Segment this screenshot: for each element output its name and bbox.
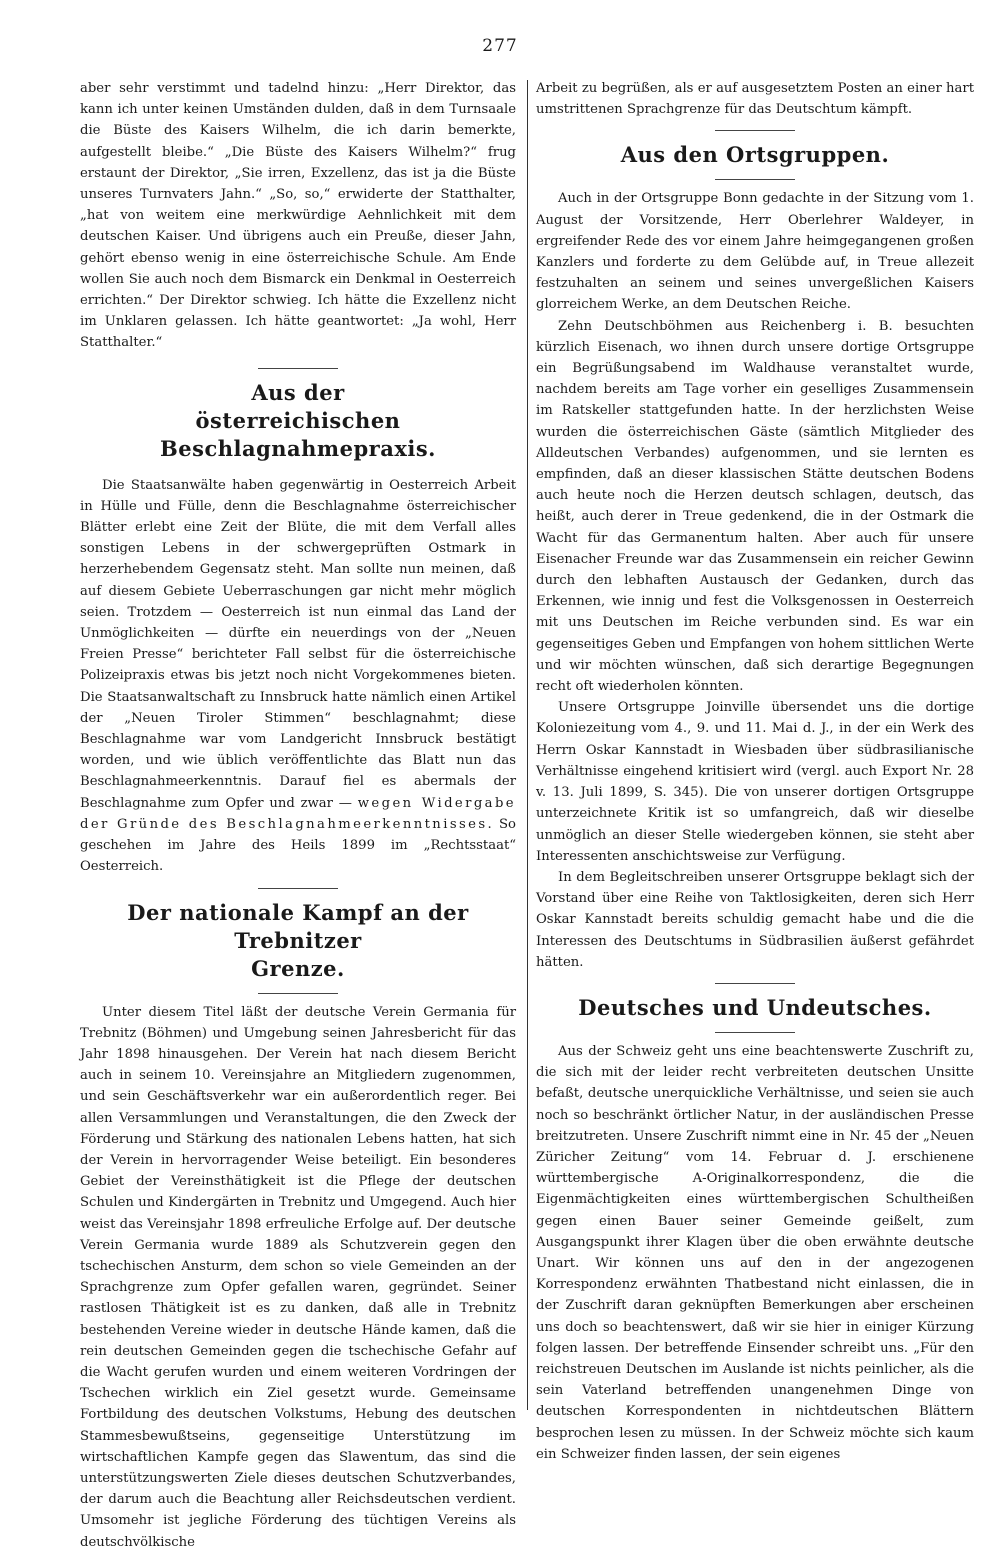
article-paragraph: Arbeit zu begrüßen, als er auf ausgesetztem Posten an einer hart umstrittenen Sprachgrenze für das Deutschtum kämpft. bbox=[536, 81, 974, 118]
section-heading bbox=[80, 379, 516, 463]
section-heading: Aus den Ortsgruppen. bbox=[620, 142, 890, 168]
section-heading bbox=[80, 899, 516, 983]
article-paragraph: Aus der Schweiz geht uns eine beachtenswerte Zuschrift zu, die sich mit der leider recht verbreiteten deutschen Unsitte befaßt, deutsche unerquickliche Verhältnisse, und seien sie auch noch so beschränkt örtlicher Natur, in der ausländischen Presse breitzutreten. Unsere Zuschrift nimmt eine in Nr. 45 der „Neuen Züricher Zeitung“ vom 14. Februar d. J. erschienene württembergische A-Originalkorrespondenz, die die Eigenmächtigkeiten eines württembergischen Schultheißen gegen einen Bauer seiner Gemeinde geißelt, zum Ausgangspunkt ihrer Klagen über die oben erwähnte deutsche Unart. Wir können uns auf den in der angezogenen Korrespondenz erwähnten Thatbestand nicht einlassen, die in der Zuschrift daran geknüpften Bemerkungen aber erscheinen uns doch so beachtenswert, daß wir sie hier in einiger Kürzung folgen lassen. Der betreffende Einsender schreibt uns. „Für den reichstreuen Deutschen im Auslande ist nichts peinlicher, als die sein Vaterland betreffenden unangenehmen Dinge von deutschen Korrespondenten in nichtdeutschen Blättern besprochen lesen zu müssen. In der Schweiz möchte sich kaum ein Schweizer finden lassen, der sein eigenes bbox=[536, 1043, 974, 1462]
heading-line: Der nationale Kampf an der Trebnitzer bbox=[127, 899, 469, 953]
article-paragraph bbox=[80, 475, 516, 878]
section-rule bbox=[715, 1032, 795, 1033]
article-paragraph: Unsere Ortsgruppe Joinville übersendet uns die dortige Koloniezeitung vom 4., 9. und 11. Mai d. J., in der ein Werk des Herrn Oskar Kannstadt in Wiesbaden über südbrasilianische Verhältnisse eingehend kritisiert wird (vergl. auch Export Nr. 28 v. 13. Juli 1899, S. 345). Die von unserer dortigen Ortsgruppe unterzeichnete Kritik ist so umfangreich, daß wir dieselbe unmöglich an dieser Stelle wiedergeben können, sie steht aber Interessenten anschichtsweise zur Verfügung. bbox=[536, 700, 974, 864]
article-paragraph: aber sehr verstimmt und tadelnd hinzu: „Herr Direktor, das kann ich unter keinen Umständen dulden, daß in dem Turnsaale die Büste des Kaisers Wilhelm, die ich darin bemerkte, aufgestellt bleibe.“ „Die Büste des Kaisers Wilhelm?“ frug erstaunt der Direktor, „Sie irren, Exzellenz, das ist ja die Büste unseres Turnvaters Jahn.“ „So, so,“ erwiderte der Statthalter, „hat von weitem eine merkwürdige Aehnlichkeit mit dem deutschen Kaiser. Und übrigens auch ein Preuße, dieser Jahn, gehört ebenso wenig in eine österreichische Schule. Am Ende wollen Sie auch noch dem Bismarck ein Denkmal in Oesterreich errichten.“ Der Direktor schwieg. Ich hätte die Exzellenz nicht im Unklaren gelassen. Ich hätte geantwortet: „Ja wohl, Herr Statthalter.“ bbox=[80, 81, 516, 351]
article-paragraph: Zehn Deutschböhmen aus Reichenberg i. B. besuchten kürzlich Eisenach, wo ihnen durch unsere dortige Ortsgruppe ein Begrüßungsabend im Waldhause veranstaltet wurde, nachdem bereits am Tage vorher ein geselliges Zusammensein im Ratskeller stattgefunden hatte. In der herzlichsten Weise wurden die österreichischen Gäste (sämtlich Mitglieder des Alldeutschen Verbandes) aufgenommen, und sie lernten es empfinden, daß an dieser klassischen Stätte deutschen Bodens auch heute noch die Herzen deutsch schlagen, deutsch, das heißt, auch derer in Treue gedenkend, die in der Ostmark die Wacht für das Germanentum halten. Aber auch für unsere Eisenacher Freunde war das Zusammensein ein reicher Gewinn durch den lebhaften Austausch der Gedanken, durch das Erkennen, wie innig und fest die Volksgenossen in Oesterreich mit uns Deutschen im Reiche verbunden sind. Es war ein gegenseitiges Geben und Empfangen von hohem sittlichen Werte und wir möchten wünschen, daß sich derartige Begegnungen recht oft wiederholen könnten. bbox=[536, 318, 974, 695]
paragraph-text: Die Staatsanwälte haben gegenwärtig in Oesterreich Arbeit in Hülle und Fülle, denn die Beschlagnahme österreichischer Blätter erlebt eine Zeit der Blüte, die mit dem Verfall alles sonstigen Lebens in der schwergeprüften Ostmark in herzerhebendem Gegensatz steht. Man sollte nun meinen, daß auf diesem Gebiete Ueberraschungen gar nicht mehr möglich seien. Trotzdem — Oesterreich ist nun einmal das Land der Unmöglichkeiten — dürfte ein neuerdings von der „Neuen Freien Presse“ berichteter Fall selbst für die österreichische Polizeipraxis etwas bis jetzt noch nicht Vorgekommenes bieten. Die Staatsanwaltschaft zu Innsbruck hatte nämlich einen Artikel der „Neuen Tiroler Stimmen“ beschlagnahmt; diese Beschlagnahme war vom Landgericht Innsbruck bestätigt worden, und wie üblich veröffentlichte das Blatt nun das Beschlagnahmeerkenntnis. Darauf fiel es abermals der Beschlagnahme zum Opfer und zwar — bbox=[80, 477, 516, 811]
spaced-text: wegen Widergabe der Gründe des Beschlagnahmeerkenntnisses. bbox=[80, 795, 516, 832]
section-rule bbox=[715, 130, 795, 131]
section-rule bbox=[258, 993, 338, 994]
column-divider bbox=[527, 80, 528, 1410]
right-column bbox=[536, 78, 974, 1465]
paragraph-text: So geschehen im Jahre des Heils 1899 im „Rechtsstaat“ Oesterreich. bbox=[80, 816, 516, 875]
article-paragraph: In dem Begleitschreiben unserer Ortsgruppe beklagt sich der Vorstand über eine Reihe von Taktlosigkeiten, deren sich Herr Oskar Kannstadt bereits schuldig gemacht habe und die die Interessen des Deutschtums in Südbrasilien äußerst gefährdet hätten. bbox=[536, 869, 974, 970]
section-rule bbox=[715, 983, 795, 984]
page-number: 277 bbox=[482, 36, 518, 56]
article-paragraph: Auch in der Ortsgruppe Bonn gedachte in der Sitzung vom 1. August der Vorsitzende, Herr Oberlehrer Waldeyer, in ergreifender Rede des vor einem Jahre heimgegangenen großen Kanzlers und forderte zu dem Gelübde auf, in Treue allezeit festzuhalten an seinem und seines unvergeßlichen Kaisers glorreichem Werke, an dem Deutschen Reiche. bbox=[536, 191, 974, 313]
heading-line: Aus der bbox=[251, 379, 345, 405]
heading-line: österreichischen Beschlagnahmepraxis. bbox=[160, 407, 436, 461]
section-rule bbox=[258, 888, 338, 889]
article-paragraph: Unter diesem Titel läßt der deutsche Verein Germania für Trebnitz (Böhmen) und Umgebung seinen Jahresbericht für das Jahr 1898 hinausgehen. Der Verein hat nach diesem Bericht auch in seinem 10. Vereinsjahre an Mitgliedern zugenommen, und sein Geschäftsverkehr war ein außerordentlich reger. Bei allen Versammlungen und Veranstaltungen, die den Zweck der Förderung und Stärkung des nationalen Lebens hatten, hat sich der Verein in hervorragender Weise beteiligt. Ein besonderes Gebiet der Vereinsthätigkeit ist die Pflege der deutschen Schulen und Kindergärten in Trebnitz und Umgegend. Auch hier weist das Vereinsjahr 1898 erfreuliche Erfolge auf. Der deutsche Verein Germania wurde 1889 als Schutzverein gegen den tschechischen Ansturm, dem schon so viele Gemeinden an der Sprachgrenze zum Opfer gefallen waren, gegründet. Seiner rastlosen Thätigkeit ist es zu danken, daß alle in Trebnitz bestehenden Vereine wieder in deutsche Hände kamen, daß die rein deutschen Gemeinden gegen die tschechische Gefahr auf die Wacht gerufen wurden und einem weiteren Vordringen der Tschechen wirklich ein Ziel gesetzt wurde. Gemeinsame Fortbildung des deutschen Volkstums, Hebung des deutschen Stammesbewußtseins, gegenseitige Unterstützung im wirtschaftlichen Kampfe gegen das Slawentum, das sind die unterstützungswerten Ziele dieses deutschen Schutzverbandes, der darum auch die Beachtung aller Reichsdeutschen verdient. Umsomehr ist jegliche Förderung des tüchtigen Vereins als deutschvölkische bbox=[80, 1004, 516, 1550]
section-rule bbox=[258, 368, 338, 369]
section-rule bbox=[715, 179, 795, 180]
left-column bbox=[80, 78, 516, 1553]
heading-line: Grenze. bbox=[251, 955, 345, 981]
section-heading: Deutsches und Undeutsches. bbox=[578, 994, 932, 1020]
